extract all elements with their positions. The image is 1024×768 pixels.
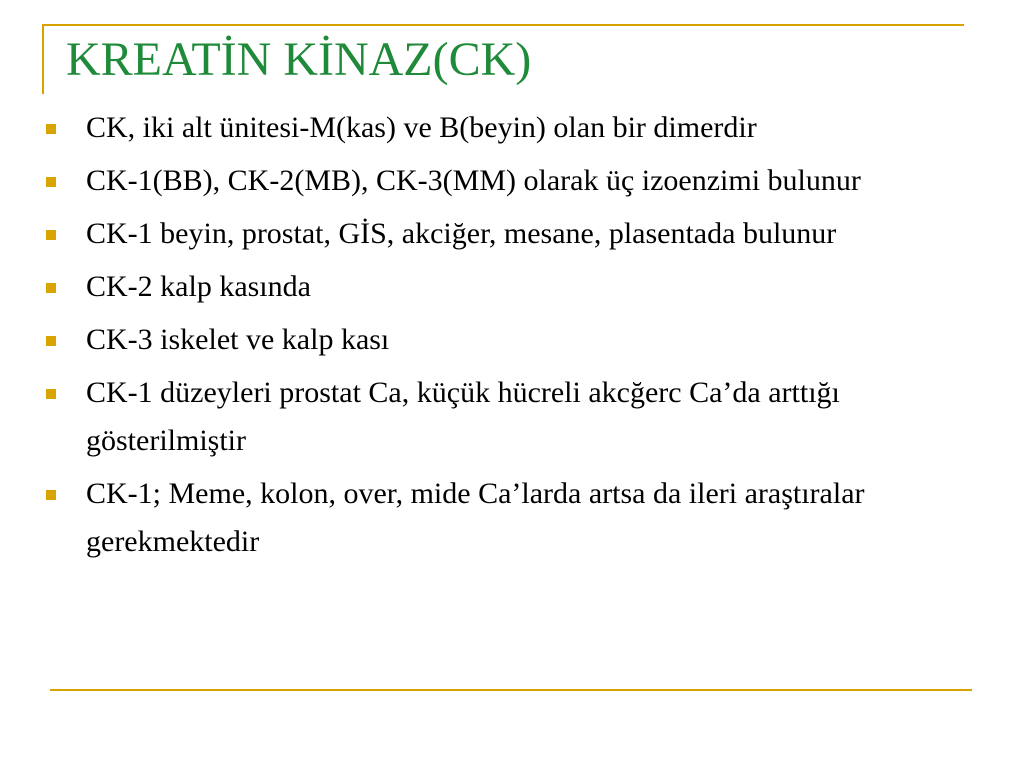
bullet-text-7: CK-1; Meme, kolon, over, mide Ca’larda artsa da ileri araştıralar gerekmektedir xyxy=(86,477,865,558)
left-divider xyxy=(42,24,44,94)
bullet-item-7 xyxy=(46,470,946,566)
square-bullet-icon xyxy=(46,490,56,500)
bullet-text-4: CK-2 kalp kasında xyxy=(86,270,311,303)
square-bullet-icon xyxy=(46,283,56,293)
bullet-item-5 xyxy=(46,316,946,364)
bullet-item-2 xyxy=(46,157,946,205)
bullet-text-1: CK, iki alt ünitesi-M(kas) ve B(beyin) olan bir dimerdir xyxy=(86,111,757,144)
bullet-text-6: CK-1 düzeyleri prostat Ca, küçük hücreli akcğerc Ca’da arttığı gösterilmiştir xyxy=(86,376,840,457)
square-bullet-icon xyxy=(46,124,56,134)
square-bullet-icon xyxy=(46,230,56,240)
bullet-item-6 xyxy=(46,369,946,465)
bullet-item-4 xyxy=(46,263,946,311)
square-bullet-icon xyxy=(46,389,56,399)
slide-title: KREATİN KİNAZ(CK) xyxy=(66,33,532,86)
bullet-item-3 xyxy=(46,210,946,258)
square-bullet-icon xyxy=(46,177,56,187)
bullet-text-3: CK-1 beyin, prostat, GİS, akciğer, mesane, plasentada bulunur xyxy=(86,217,837,250)
bullet-item-1 xyxy=(46,104,946,152)
top-divider xyxy=(44,24,964,26)
bullet-text-2: CK-1(BB), CK-2(MB), CK-3(MM) olarak üç izoenzimi bulunur xyxy=(86,164,861,197)
bottom-divider xyxy=(50,689,972,691)
bullet-list xyxy=(46,104,946,571)
square-bullet-icon xyxy=(46,336,56,346)
bullet-text-5: CK-3 iskelet ve kalp kası xyxy=(86,323,390,356)
